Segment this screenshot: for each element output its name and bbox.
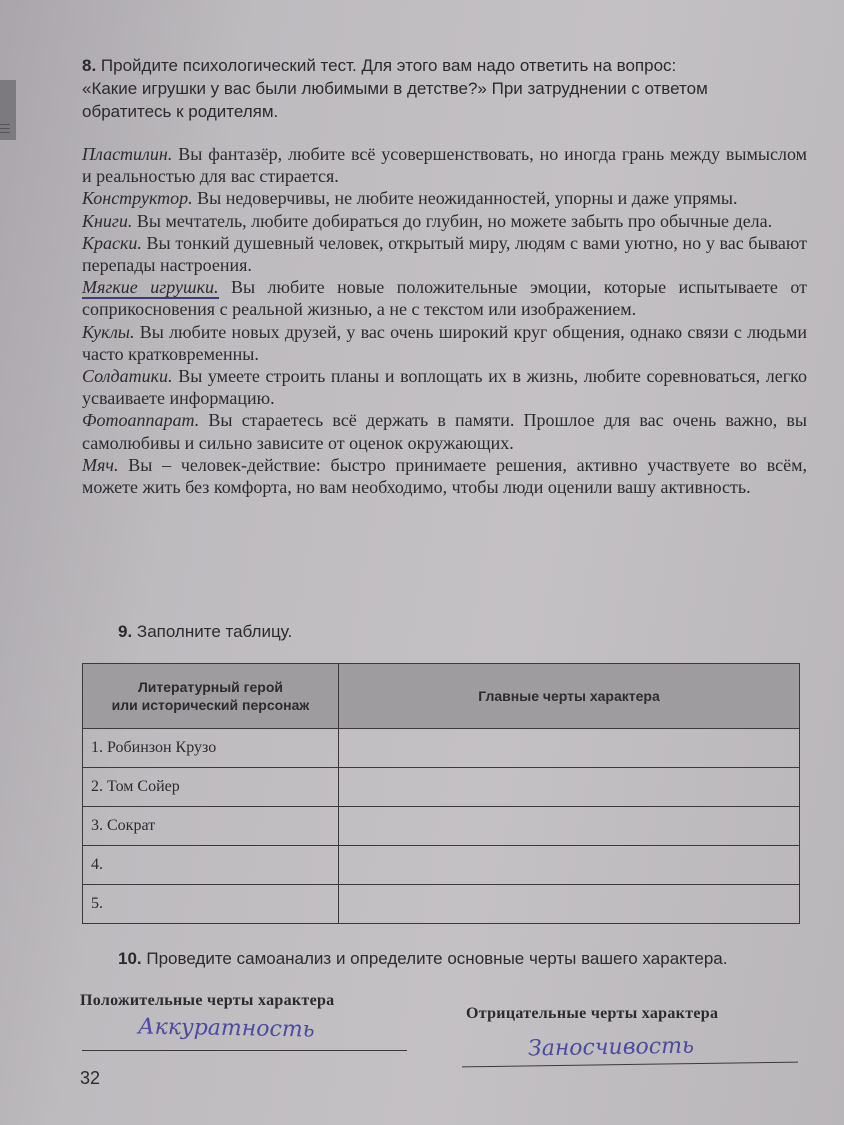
description-term-underlined: Мягкие игрушки. [82, 277, 219, 298]
table-row [83, 768, 800, 807]
task8-line2: «Какие игрушки у вас были любимыми в детстве?» При затруднении с ответом [82, 79, 708, 98]
description-item [82, 143, 807, 187]
description-text: Вы мечтатель, любите добираться до глубин, но можете забыть про обычные дела. [136, 210, 773, 231]
description-text: Вы любите новые положительные эмоции, которые испытываете от соприкосновения с реальной жизнью, а не с текстом или изображением. [82, 277, 807, 320]
description-item [82, 321, 807, 365]
page-edge-shadow [0, 80, 16, 140]
positive-handwritten-answer[interactable]: Аккуратность [137, 1014, 315, 1043]
hero-cell: 1. Робинзон Крузо [83, 729, 339, 768]
task8-instructions [82, 54, 807, 123]
margin-tick [0, 128, 10, 129]
traits-cell[interactable] [339, 768, 800, 807]
negative-traits-label: Отрицательные черты характера [466, 1005, 719, 1022]
hero-cell: 5. [83, 885, 339, 924]
task10-text: Проведите самоанализ и определите основные черты вашего характера. [146, 949, 728, 968]
toy-descriptions [82, 143, 807, 498]
hero-cell: 2. Том Сойер [83, 768, 339, 807]
table-header-row [83, 664, 800, 729]
table-row [83, 885, 800, 924]
description-term: Мяч. [82, 454, 119, 475]
header-hero-line1: Литературный герой [137, 679, 283, 695]
traits-cell[interactable] [339, 885, 800, 924]
header-hero-line2: или исторический персонаж [111, 697, 310, 713]
description-text: Вы умеете строить планы и воплощать их в жизнь, любите соревноваться, легко усваиваете информацию. [82, 366, 807, 409]
description-term: Куклы. [82, 321, 135, 342]
traits-cell[interactable] [339, 729, 800, 768]
header-hero [83, 664, 339, 729]
description-term: Краски. [82, 232, 142, 253]
task10-number: 10. [118, 949, 142, 968]
negative-answer-line [462, 1062, 798, 1068]
margin-tick [0, 124, 10, 125]
task8-line1: Пройдите психологический тест. Для этого вам надо ответить на вопрос: [100, 56, 677, 75]
task8-line3: обратитесь к родителям. [82, 102, 279, 121]
description-text: Вы недоверчивы, не любите неожиданностей, упорны и даже упрямы. [197, 188, 738, 209]
hero-cell: 3. Сократ [83, 807, 339, 846]
table-row [83, 807, 800, 846]
positive-traits-label: Положительные черты характера [80, 992, 335, 1009]
task9-heading [118, 620, 292, 643]
task8-number: 8. [82, 56, 97, 75]
description-item [82, 365, 807, 409]
description-item [82, 454, 807, 498]
task10-heading [118, 947, 727, 970]
table-row [83, 729, 800, 768]
page-number: 32 [80, 1068, 101, 1088]
header-traits: Главные черты характера [339, 664, 800, 729]
table-row [83, 846, 800, 885]
task9-number: 9. [118, 622, 133, 641]
negative-handwritten-answer[interactable]: Заносчивость [527, 1033, 695, 1062]
characters-table [82, 663, 800, 924]
description-term: Пластилин. [82, 144, 173, 164]
description-item [82, 232, 807, 276]
traits-cell[interactable] [339, 846, 800, 885]
margin-tick [0, 132, 10, 133]
task9-text: Заполните таблицу. [136, 622, 293, 641]
description-term: Книги. [82, 210, 133, 231]
description-text: Вы фантазёр, любите всё усовершенствовать, но иногда грань между вымыслом и реальностью для вас стирается. [82, 144, 807, 187]
description-text: Вы тонкий душевный человек, открытый миру, людям с вами уютно, но у вас бывают перепады настроения. [82, 232, 807, 276]
description-term: Конструктор. [82, 188, 193, 209]
description-term: Солдатики. [82, 366, 173, 387]
description-item [82, 210, 807, 232]
description-text: Вы стараетесь всё держать в памяти. Прошлое для вас очень важно, вы самолюбивы и сильно зависите от оценок окружающих. [82, 410, 808, 453]
description-item [82, 276, 807, 320]
description-item [82, 187, 807, 209]
description-text: Вы любите новых друзей, у вас очень широкий круг общения, однако связи с людьми часто кратковременны. [82, 321, 808, 364]
positive-answer-line [82, 1050, 407, 1051]
description-text: Вы – человек-действие: быстро принимаете решения, активно участвуете во всём, можете жить без комфорта, но вам необходимо, чтобы люди оценили вашу активность. [82, 454, 807, 498]
hero-cell: 4. [83, 846, 339, 885]
traits-cell[interactable] [339, 807, 800, 846]
description-item [82, 409, 807, 453]
description-term: Фотоаппарат. [82, 410, 200, 431]
